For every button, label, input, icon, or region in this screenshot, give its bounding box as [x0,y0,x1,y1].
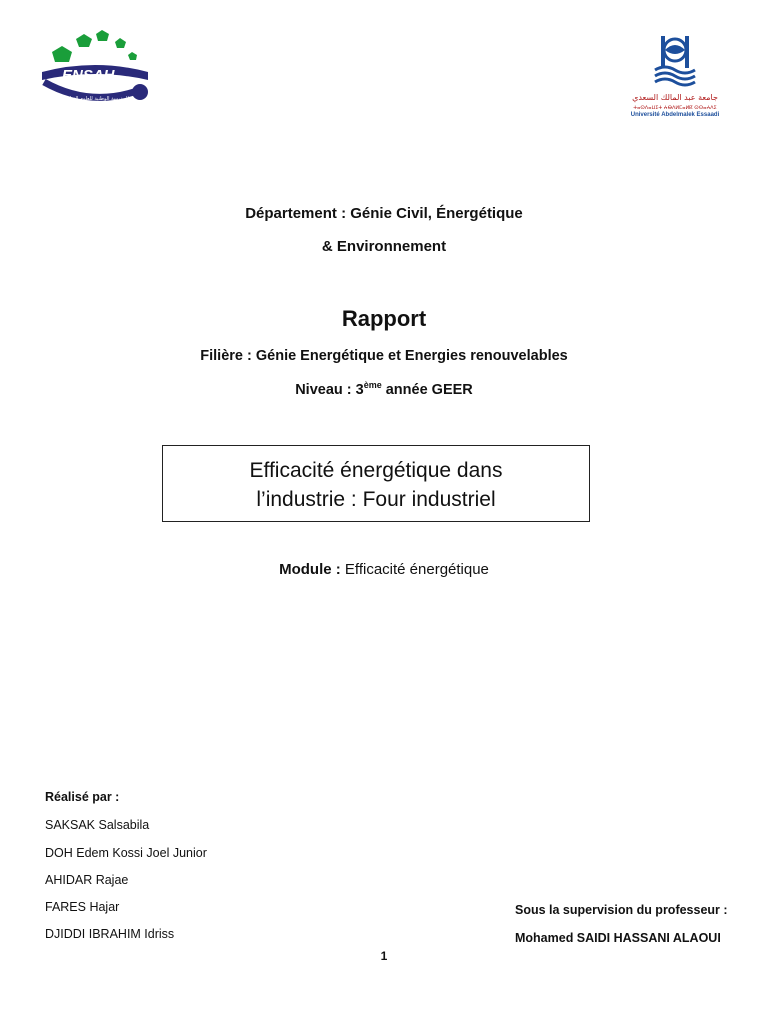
svg-text:ENSAH: ENSAH [62,67,115,84]
author-name: DJIDDI IBRAHIM Idriss [45,927,175,941]
university-logo [625,30,725,120]
module-label: Module : [279,561,341,578]
svg-text:ⵜⴰⵙⴷⴰⵡⵉⵜ ⵄⴱⴷⵍⵎⴰⵍⴽ ⵙⵙⴰⵄⴷⵉ: ⵜⴰⵙⴷⴰⵡⵉⵜ ⵄⴱⴷⵍⵎⴰⵍⴽ ⵙⵙⴰⵄⴷⵉ [633,105,717,111]
niveau-suffix: année GEER [381,381,473,398]
department-line2: & Environnement [321,238,447,255]
supervision-label: Sous la supervision du professeur : [515,903,728,917]
niveau-prefix: Niveau : 3 [295,381,364,398]
module-value: Efficacité énergétique [340,561,489,578]
title-line2: l’industrie : Four industriel [256,488,496,511]
professor-name: Mohamed SAIDI HASSANI ALAOUI [515,931,721,945]
report-heading: Rapport [341,306,427,331]
title-line1: Efficacité énergétique dans [249,459,503,482]
page-number: 1 [380,949,388,963]
svg-text:Université Abdelmalek Essaadi: Université Abdelmalek Essaadi [630,112,720,118]
svg-text:جامعة عبد المالك السعدي: جامعة عبد المالك السعدي [632,93,718,102]
author-name: DOH Edem Kossi Joel Junior [45,846,207,860]
module-line [0,561,768,578]
author-name: FARES Hajar [45,900,120,914]
title-box [162,445,590,522]
niveau-line [0,380,768,398]
authors-label: Réalisé par : [45,790,120,804]
filiere-line: Filière : Génie Energétique et Energies renouvelables [200,348,568,364]
svg-text:المدرسة الوطنية للعلوم التطبيق: المدرسة الوطنية للعلوم التطبيقية [60,96,129,102]
niveau-superscript: ème [363,380,382,390]
ensah-logo [40,28,155,110]
author-name: AHIDAR Rajae [45,873,129,887]
author-name: SAKSAK Salsabila [45,818,150,832]
department-line1: Département : Génie Civil, Énergétique [245,205,523,222]
